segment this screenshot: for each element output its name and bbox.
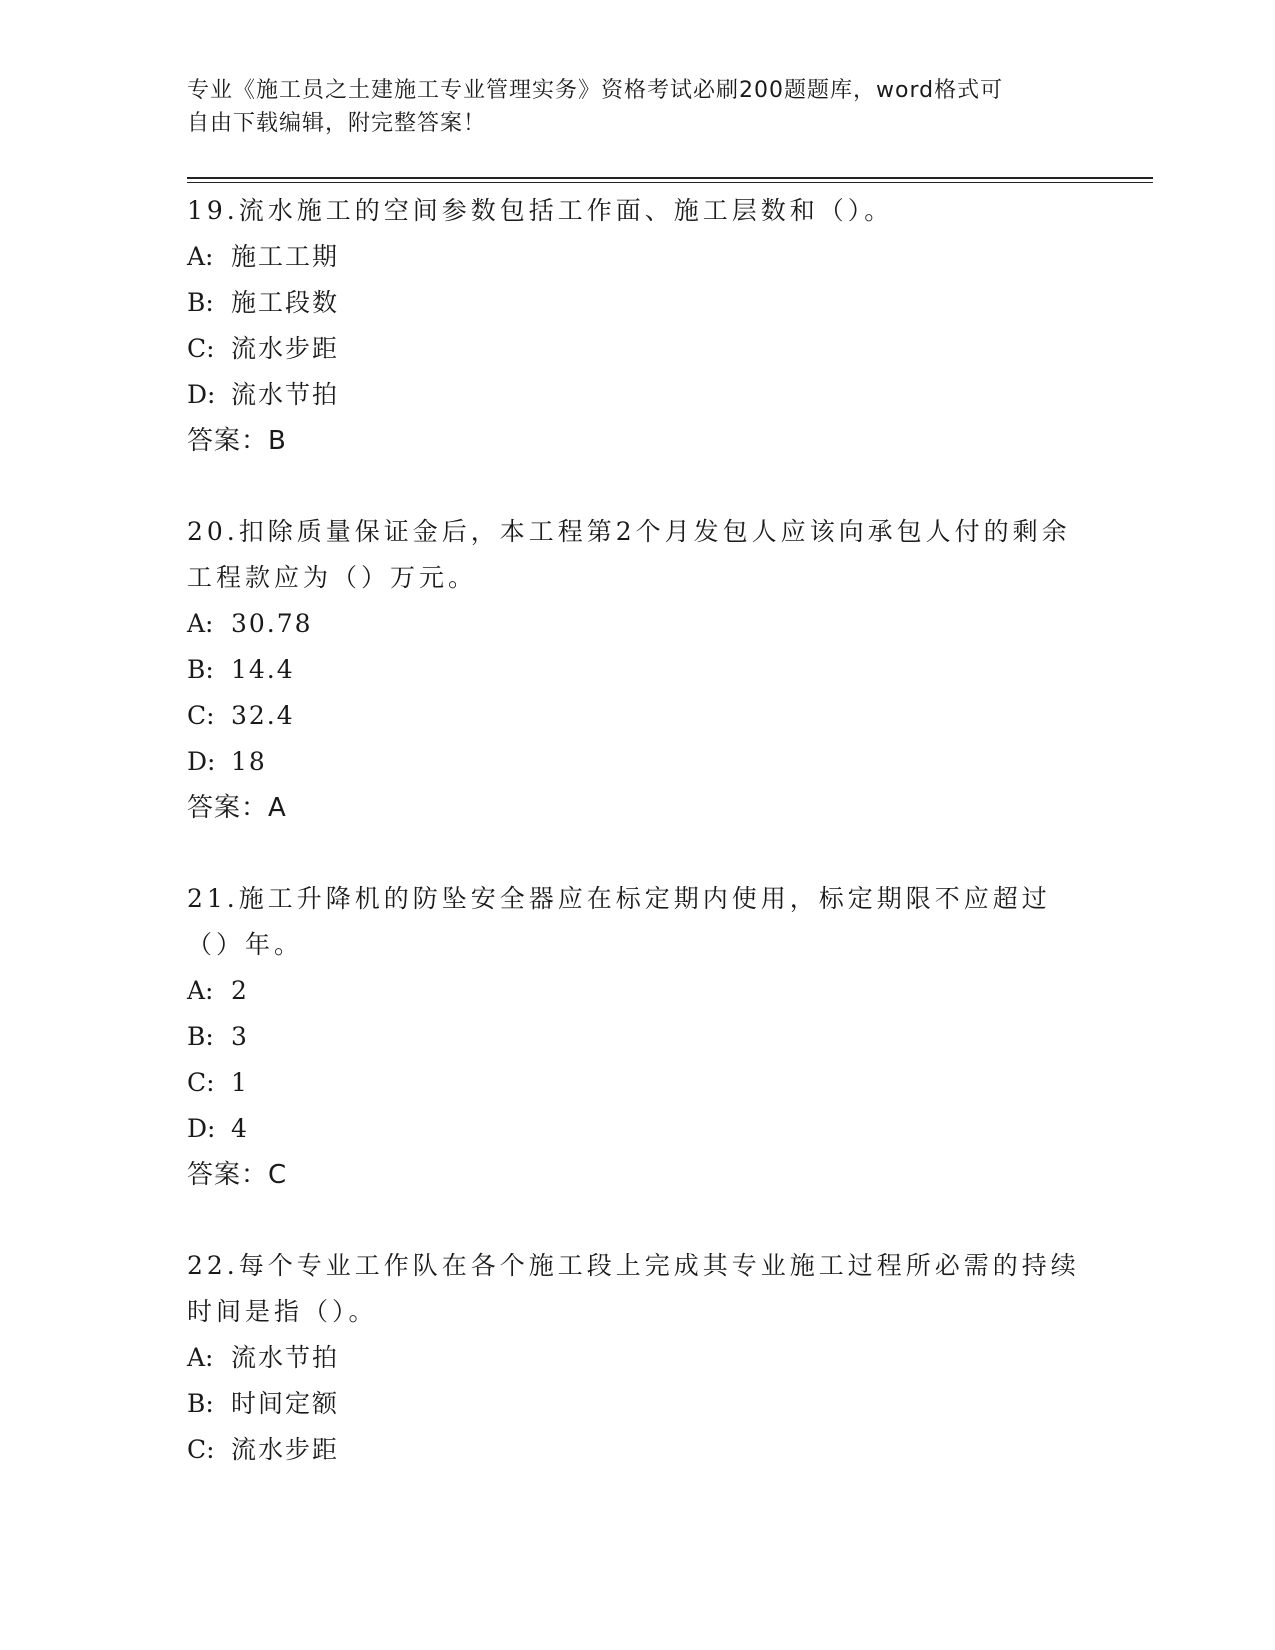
option-key: D: [187,747,216,776]
answer-option [187,1106,1087,1152]
answer-line [187,418,1087,464]
question-block [187,188,1087,464]
answer-option [187,1381,1087,1427]
question-block [187,876,1087,1198]
answer-value: A [268,793,287,823]
option-text: 18 [231,747,267,776]
question-list [187,188,1087,1518]
option-text: 施工段数 [231,288,340,317]
option-text: 2 [231,976,249,1005]
option-text: 流水步距 [231,1435,340,1464]
answer-label: 答案： [187,426,269,456]
answer-option [187,1014,1087,1060]
answer-option [187,693,1087,739]
answer-value: C [268,1160,288,1190]
header-line-1: 专业《施工员之土建施工专业管理实务》资格考试必刷200题题库，word格式可 [187,78,1004,103]
option-text: 施工工期 [231,242,340,271]
option-key: A: [187,976,214,1005]
option-key: A: [187,242,214,271]
option-key: C: [187,701,215,730]
option-text: 流水步距 [231,334,340,363]
answer-option [187,739,1087,785]
answer-option [187,1427,1087,1473]
answer-option [187,372,1087,418]
option-key: B: [187,288,214,317]
answer-option [187,280,1087,326]
answer-option [187,968,1087,1014]
question-stem: 22.每个专业工作队在各个施工段上完成其专业施工过程所必需的持续时间是指（）。 [187,1251,1080,1326]
option-key: B: [187,1022,214,1051]
option-key: B: [187,1389,214,1418]
answer-option [187,234,1087,280]
option-key: C: [187,1068,215,1097]
answer-label: 答案： [187,793,269,823]
answer-option [187,1060,1087,1106]
answer-option [187,1335,1087,1381]
option-key: D: [187,1114,216,1143]
option-text: 32.4 [231,701,295,730]
option-text: 4 [231,1114,249,1143]
option-key: D: [187,380,216,409]
option-key: C: [187,334,215,363]
option-text: 时间定额 [231,1389,340,1418]
option-text: 3 [231,1022,249,1051]
question-stem: 19.流水施工的空间参数包括工作面、施工层数和（）。 [187,196,894,225]
option-key: B: [187,655,214,684]
header-divider [187,177,1153,183]
question-block [187,509,1087,831]
option-text: 流水节拍 [231,380,340,409]
answer-option [187,601,1087,647]
document-header [187,74,1087,140]
header-line-2: 自由下载编辑，附完整答案！ [187,111,487,136]
option-key: A: [187,609,214,638]
option-text: 30.78 [231,609,313,638]
answer-line [187,1152,1087,1198]
question-block [187,1243,1087,1473]
option-text: 14.4 [231,655,295,684]
option-text: 流水节拍 [231,1343,340,1372]
answer-line [187,785,1087,831]
question-stem: 20.扣除质量保证金后，本工程第2个月发包人应该向承包人付的剩余工程款应为（）万元。 [187,517,1071,592]
question-stem: 21.施工升降机的防坠安全器应在标定期内使用，标定期限不应超过（）年。 [187,884,1051,959]
answer-label: 答案： [187,1160,269,1190]
answer-option [187,326,1087,372]
answer-option [187,647,1087,693]
option-text: 1 [231,1068,249,1097]
option-key: C: [187,1435,215,1464]
option-key: A: [187,1343,214,1372]
answer-value: B [268,426,287,456]
